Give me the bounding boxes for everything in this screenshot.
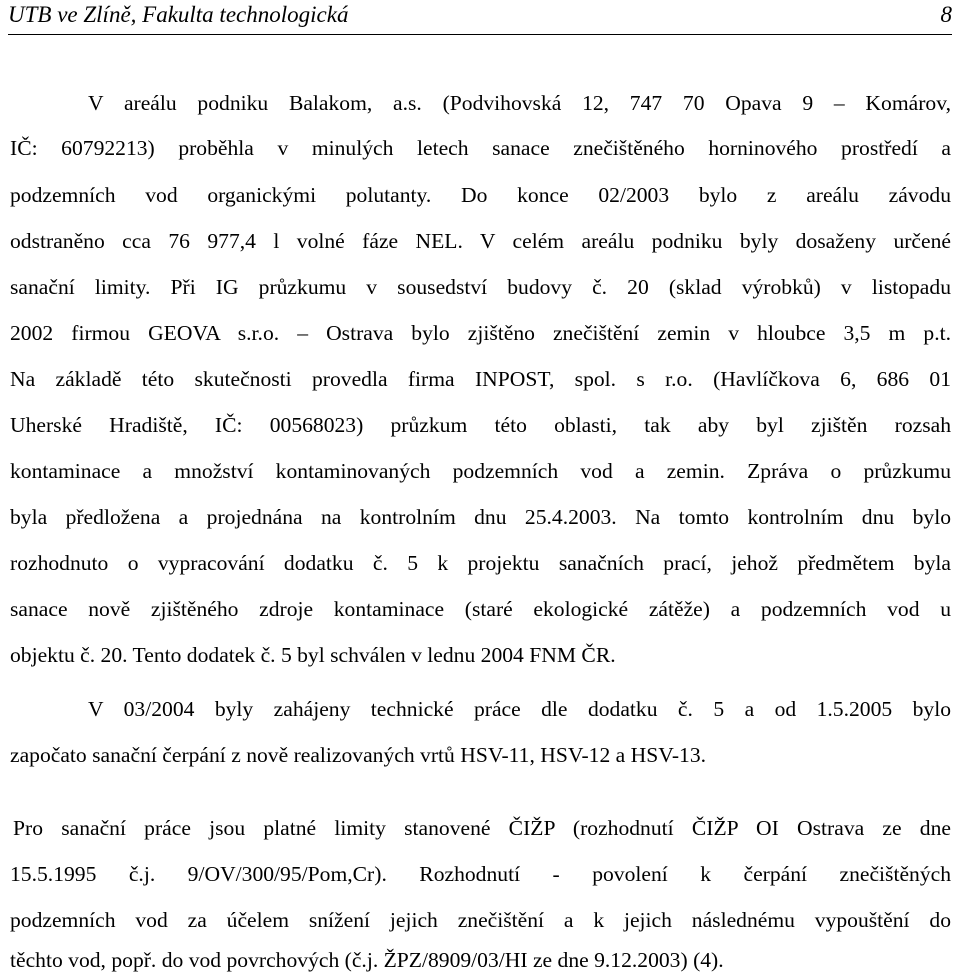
paragraph-line: 15.5.1995 č.j. 9/OV/300/95/Pom,Cr). Rozhodnutí - povolení k čerpání znečištěných <box>10 862 951 886</box>
paragraph-line: IČ: 60792213) proběhla v minulých letech sanace znečištěného horninového prostředí a <box>10 136 951 160</box>
paragraph-line: podzemních vod za účelem snížení jejich znečištění a k jejich následnému vypouštění do <box>10 908 951 932</box>
paragraph-line: Na základě této skutečnosti provedla firma INPOST, spol. s r.o. (Havlíčkova 6, 686 01 <box>10 367 951 391</box>
paragraph-line: započato sanační čerpání z nově realizovaných vrtů HSV-11, HSV-12 a HSV-13. <box>10 743 707 767</box>
paragraph-line: sanace nově zjištěného zdroje kontaminace (staré ekologické zátěže) a podzemních vod u <box>10 597 951 621</box>
paragraph-line: kontaminace a množství kontaminovaných podzemních vod a zemin. Zpráva o průzkumu <box>10 459 951 483</box>
paragraph-line: sanační limity. Při IG průzkumu v sousedství budovy č. 20 (sklad výrobků) v listopadu <box>10 275 951 299</box>
paragraph-line: odstraněno cca 76 977,4 l volné fáze NEL. V celém areálu podniku byly dosaženy určené <box>10 229 951 253</box>
paragraph-line: podzemních vod organickými polutanty. Do konce 02/2003 bylo z areálu závodu <box>10 183 951 207</box>
page-header <box>8 0 952 35</box>
paragraph-line: Uherské Hradiště, IČ: 00568023) průzkum této oblasti, tak aby byl zjištěn rozsah <box>10 413 951 437</box>
paragraph-line: V areálu podniku Balakom, a.s. (Podvihovská 12, 747 70 Opava 9 – Komárov, <box>88 91 951 115</box>
paragraph-line: rozhodnuto o vypracování dodatku č. 5 k projektu sanačních prací, jehož předmětem byla <box>10 551 951 575</box>
paragraph-line: 2002 firmou GEOVA s.r.o. – Ostrava bylo zjištěno znečištění zemin v hloubce 3,5 m p.t. <box>10 321 951 345</box>
header-title: UTB ve Zlíně, Fakulta technologická <box>8 2 349 27</box>
paragraph-line: Pro sanační práce jsou platné limity stanovené ČIŽP (rozhodnutí ČIŽP OI Ostrava ze dne <box>13 816 951 840</box>
page-number: 8 <box>940 2 952 27</box>
paragraph-line: těchto vod, popř. do vod povrchových (č.j. ŽPZ/8909/03/HI ze dne 9.12.2003) (4). <box>10 948 724 972</box>
paragraph-line: objektu č. 20. Tento dodatek č. 5 byl schválen v lednu 2004 FNM ČR. <box>10 643 616 667</box>
paragraph-line: byla předložena a projednána na kontrolním dnu 25.4.2003. Na tomto kontrolním dnu bylo <box>10 505 951 529</box>
paragraph-line: V 03/2004 byly zahájeny technické práce dle dodatku č. 5 a od 1.5.2005 bylo <box>88 697 951 721</box>
